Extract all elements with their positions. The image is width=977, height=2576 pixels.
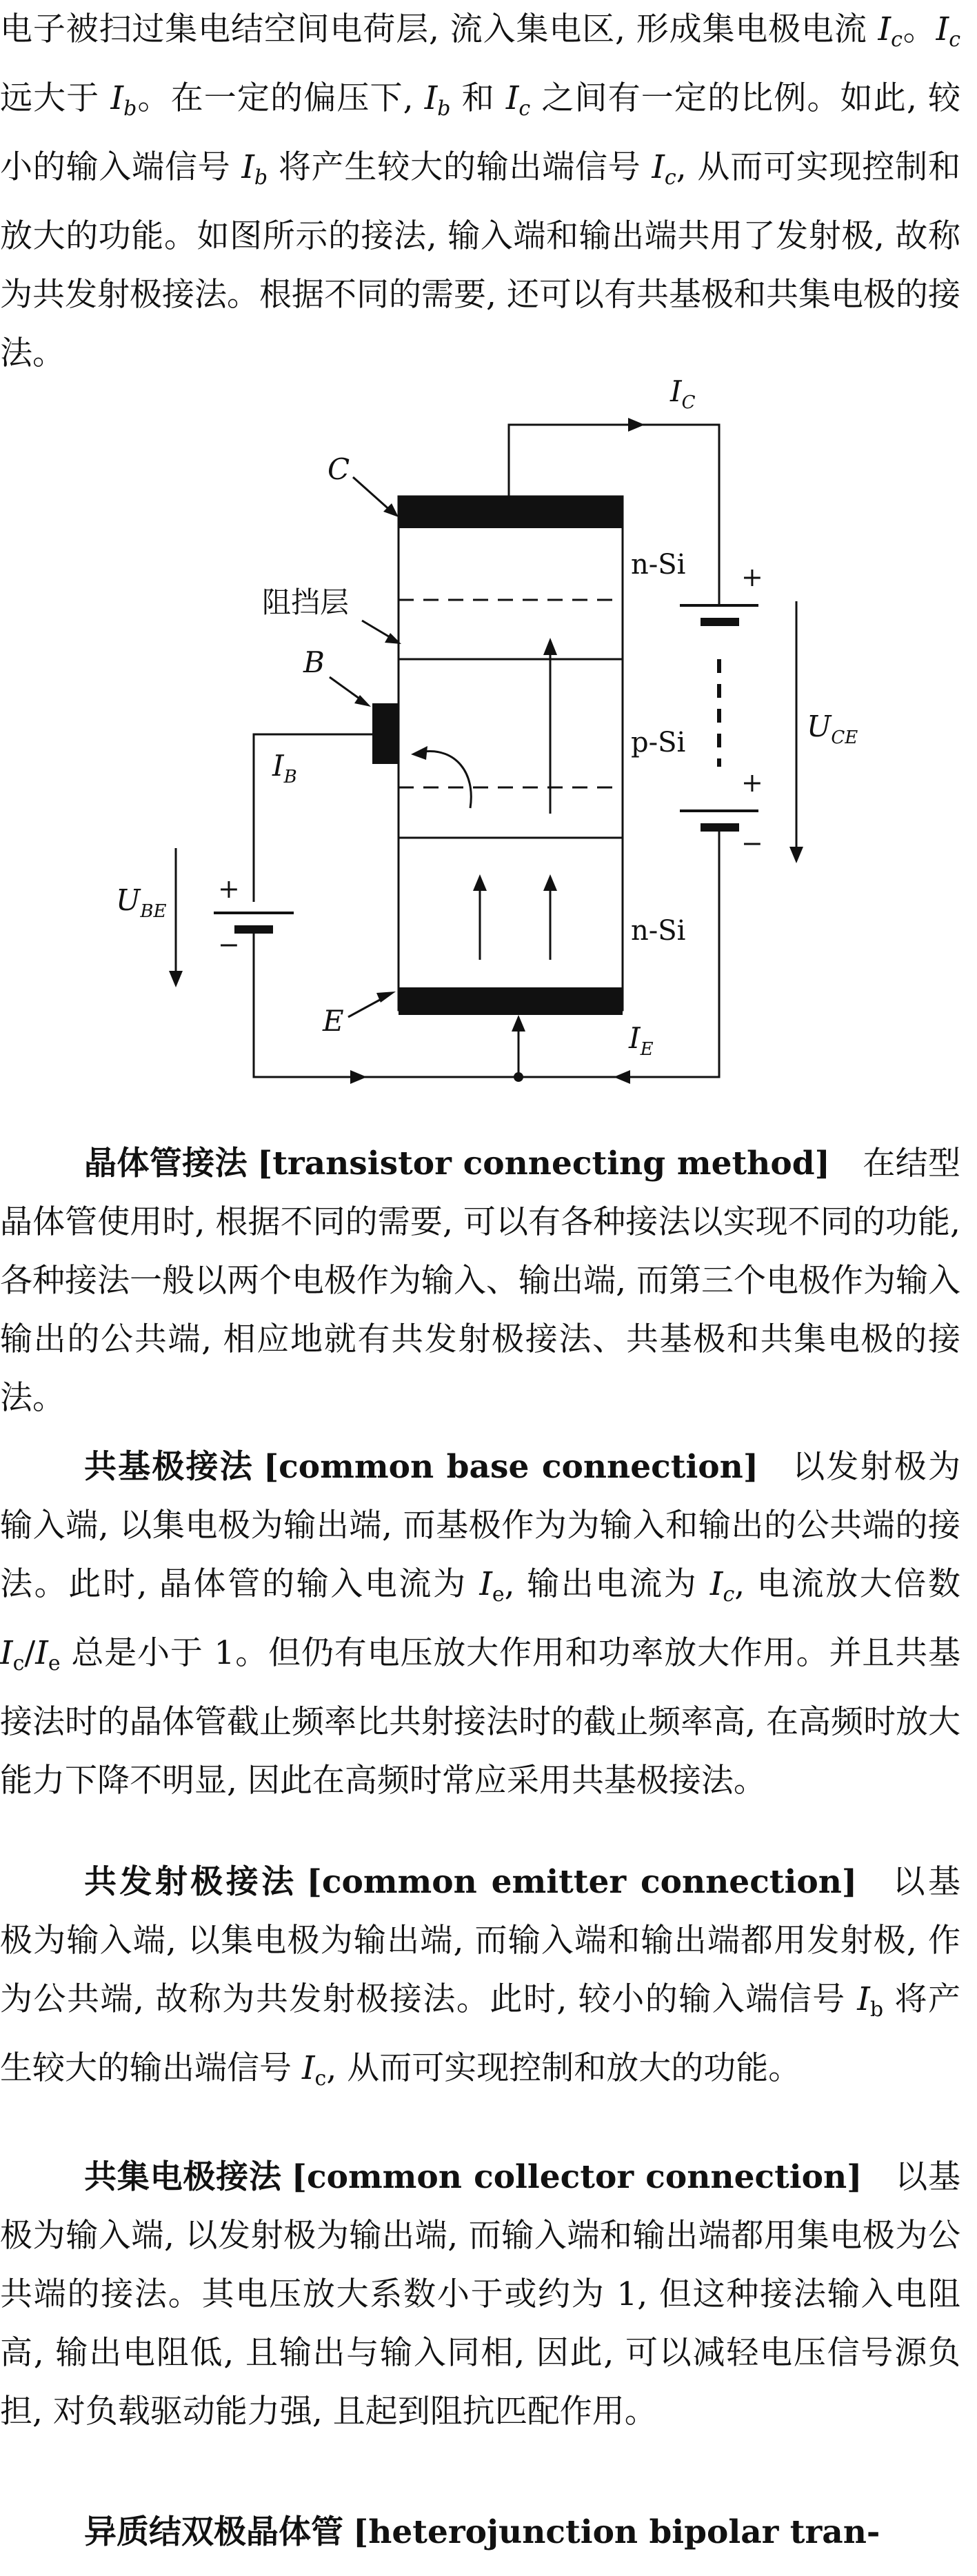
arrow-icon xyxy=(543,874,557,891)
entry-term: 共基极接法 xyxy=(84,1448,254,1486)
arrow-icon xyxy=(614,1070,630,1084)
symbol-subscript: b xyxy=(437,97,451,121)
ratio-slash: / xyxy=(24,1634,36,1672)
symbol-subscript: c xyxy=(518,97,531,121)
symbol-subscript: e xyxy=(492,1582,505,1607)
entry-body: 以发射极为输入端, 以集电极为输出端, 而基极作为为输入和输出的公共端的接法。此时, 晶体管的输入电流为 xyxy=(0,1448,960,1603)
entry-common-collector-connection xyxy=(0,2148,960,2441)
recombination-curve xyxy=(424,752,471,808)
plus-sign: + xyxy=(741,767,763,798)
intro-text: 之间有一定的比例。如此, 较小的输入端信号 xyxy=(0,79,960,186)
plus-sign: + xyxy=(741,562,763,592)
entry-common-base-connection xyxy=(0,1438,960,1810)
symbol-ic: I xyxy=(0,1634,13,1672)
symbol-ic: I xyxy=(878,10,892,48)
entry-body: , 电流放大倍数 xyxy=(734,1565,960,1603)
symbol-subscript: c xyxy=(664,165,676,190)
base-wire xyxy=(254,734,372,902)
entry-body: 以基极为输入端, 以集电极为输出端, 而输入端和输出端都用发射极, 作为公共端, 故称为共发射极接法。此时, 较小的输入端信号 xyxy=(0,1863,961,2018)
label-ie: $I_E$ xyxy=(629,1021,654,1060)
symbol-ib: I xyxy=(424,79,438,117)
battery-plate-short xyxy=(701,618,739,626)
label-e: E xyxy=(323,1004,344,1038)
symbol-ic: I xyxy=(936,10,949,48)
label-barrier-layer: 阻挡层 xyxy=(262,585,350,619)
symbol-ic: I xyxy=(709,1565,723,1603)
entry-term: 晶体管接法 xyxy=(84,1145,248,1183)
battery-plate-short xyxy=(701,823,739,832)
entry-term: 共发射极接法 xyxy=(84,1863,297,1901)
plus-sign: + xyxy=(218,874,240,904)
symbol-subscript: b xyxy=(254,165,268,190)
entry-english: [common base connection] xyxy=(263,1448,759,1486)
entry-body: 在结型晶体管使用时, 根据不同的需要, 可以有各种接法以实现不同的功能, 各种接法一般以两个电极作为输入、输出端, 而第三个电极作为输入输出的公共端, 相应地就有共发射极接法、共基极和共集电极的接法。 xyxy=(0,1145,960,1417)
intro-text: 。 xyxy=(902,10,936,48)
entry-term: 异质结双极晶体管 xyxy=(84,2513,343,2551)
arrow-icon xyxy=(789,847,803,863)
entry-body: , 从而可实现控制和放大的功能。 xyxy=(326,2049,801,2087)
arrow-icon xyxy=(543,638,557,655)
intro-text: , 从而可实现控制和放大的功能。如图所示的接法, 输入端和输出端共用了发射极, 故称为共发射极接法。根据不同的需要, 还可以有共基极和共集电极的接法。 xyxy=(0,148,960,372)
label-ib: $I_B$ xyxy=(272,749,297,787)
entry-english: [common collector connection] xyxy=(291,2158,863,2196)
entry-english: [transistor connecting method] xyxy=(256,1145,830,1183)
arrow-icon xyxy=(411,746,427,760)
base-electrode xyxy=(372,703,399,764)
entry-common-emitter-connection xyxy=(0,1853,960,2108)
entry-body: , 输出电流为 xyxy=(504,1565,710,1603)
pointer-line xyxy=(353,477,392,512)
label-ube: $U_{BE}$ xyxy=(116,883,167,922)
symbol-ic: I xyxy=(652,148,665,186)
transistor-diagram xyxy=(0,359,977,1110)
label-ic: $I_C$ xyxy=(670,374,696,413)
symbol-ib: I xyxy=(241,148,254,186)
symbol-ie: I xyxy=(35,1634,48,1672)
arrow-icon xyxy=(628,418,645,432)
minus-sign: − xyxy=(741,828,763,858)
symbol-ic: I xyxy=(301,2049,315,2087)
intro-text: 电子被扫过集电结空间电荷层, 流入集电区, 形成集电极电流 xyxy=(0,10,878,48)
entry-english: [heterojunction bipolar tran- xyxy=(353,2513,880,2551)
entry-heterojunction-bipolar-transistor xyxy=(0,2503,960,2562)
collector-electrode xyxy=(399,496,623,528)
label-n-si-top: n-Si xyxy=(631,549,686,581)
intro-text: 将产生较大的输出端信号 xyxy=(268,148,652,186)
label-p-si: p-Si xyxy=(631,727,686,758)
emitter-electrode xyxy=(399,987,623,1015)
label-b: B xyxy=(303,645,325,679)
symbol-subscript: e xyxy=(48,1651,61,1676)
minus-sign: − xyxy=(218,929,240,960)
arrow-icon xyxy=(169,971,183,987)
symbol-ib: I xyxy=(110,79,124,117)
symbol-subscript: b xyxy=(869,1998,884,2022)
symbol-ic: I xyxy=(505,79,519,117)
entry-body: 总是小于 1。但仍有电压放大作用和功率放大作用。并且共基接法时的晶体管截止频率比共射接法时的截止频率高, 在高频时放大能力下降不明显, 因此在高频时常应采用共基极接法。 xyxy=(0,1634,960,1800)
symbol-subscript: c xyxy=(723,1582,735,1607)
transistor-body xyxy=(399,496,623,1010)
symbol-ie: I xyxy=(479,1565,492,1603)
arrow-icon xyxy=(512,1015,525,1032)
intro-text: 和 xyxy=(450,79,506,117)
symbol-subscript: c xyxy=(949,28,960,52)
intro-paragraph xyxy=(0,0,960,383)
symbol-subscript: c xyxy=(314,2066,327,2091)
intro-text: 远大于 xyxy=(0,79,111,117)
entry-term: 共集电极接法 xyxy=(84,2158,282,2196)
entry-body: 以基极为输入端, 以发射极为输出端, 而输入端和输出端都用集电极为公共端的接法。其电压放大系数小于或约为 1, 但这种接法输入电阻高, 输出电阻低, 且输出与输入同相, 因此, 可以减轻电压信号源负担, 对负载驱动能力强, 且起到阻抗匹配作用。 xyxy=(0,2158,961,2431)
symbol-subscript: b xyxy=(123,97,137,121)
symbol-ib: I xyxy=(857,1980,870,2018)
entry-transistor-connecting-method xyxy=(0,1134,960,1427)
battery-plate-short xyxy=(234,925,273,934)
label-c: C xyxy=(328,452,350,486)
symbol-subscript: c xyxy=(12,1651,25,1676)
intro-text: 。在一定的偏压下, xyxy=(137,79,425,117)
arrow-icon xyxy=(350,1070,367,1084)
entry-body: 将产生较大的输出端信号 xyxy=(0,1980,960,2087)
symbol-subscript: c xyxy=(891,28,903,52)
label-uce: $U_{CE}$ xyxy=(807,710,858,748)
arrow-icon xyxy=(473,874,487,891)
label-n-si-bottom: n-Si xyxy=(631,915,686,947)
entry-english: [common emitter connection] xyxy=(306,1863,858,1901)
